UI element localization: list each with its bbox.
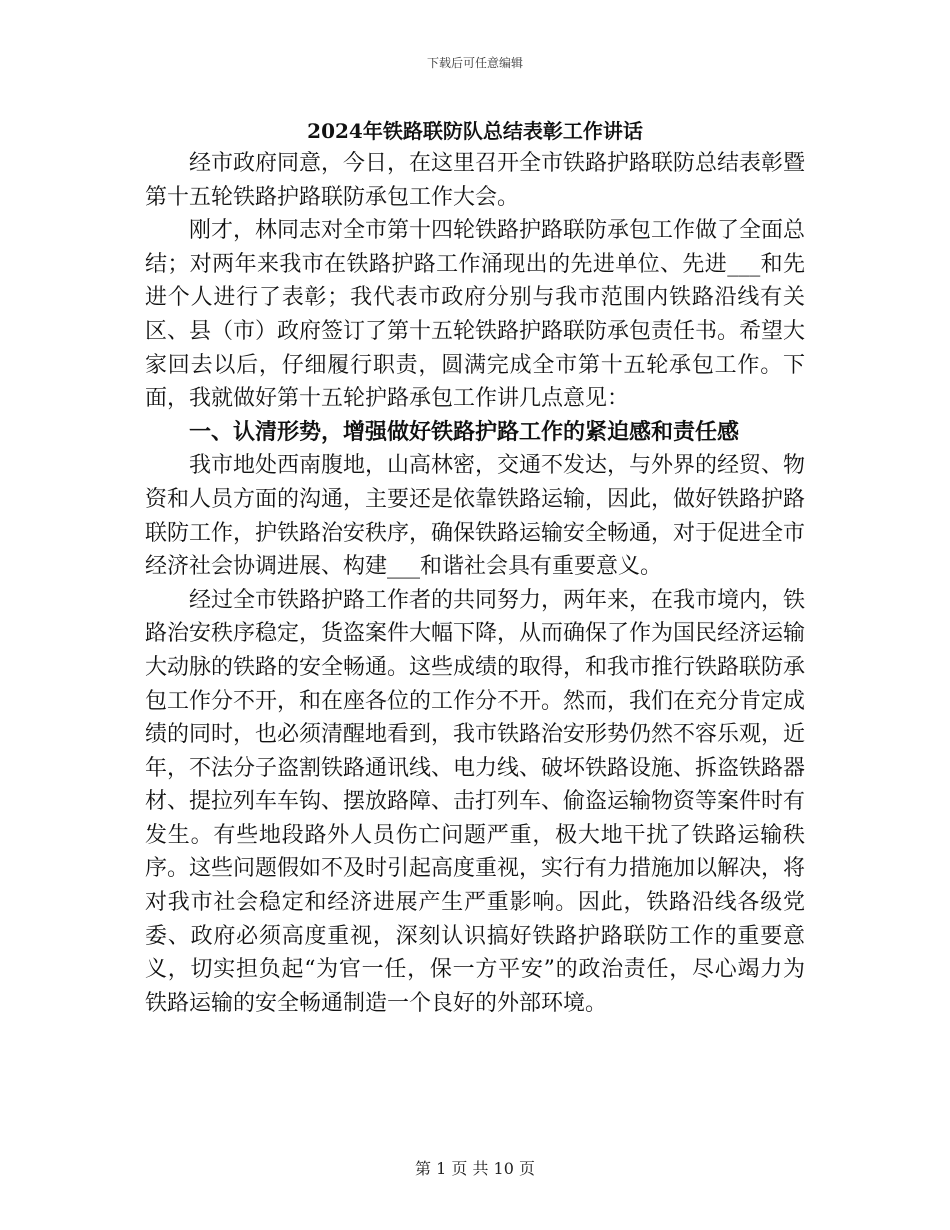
section-heading-1: 一、认清形势，增强做好铁路护路工作的紧迫感和责任感	[189, 418, 740, 445]
page-footer: 第 1 页 共 10 页	[415, 1159, 535, 1178]
paragraph-summary: 刚才，林同志对全市第十四轮铁路护路联防承包工作做了全面总结；对两年来我市在铁路护路工作涌现出的先进单位、先进___和先进个人进行了表彰；我代表市政府分别与我市范围内铁路沿线有关区、县（市）政府签订了第十五轮铁路护路联防承包责任书。希望大家回去以后，仔细履行职责，圆满完成全市第十五轮承包工作。下面，我就做好第十五轮护路承包工作讲几点意见：	[145, 218, 806, 412]
document-body	[145, 147, 805, 1020]
paragraph-situation: 我市地处西南腹地，山高林密，交通不发达，与外界的经贸、物资和人员方面的沟通，主要还是依靠铁路运输，因此，做好铁路护路联防工作，护铁路治安秩序，确保铁路运输安全畅通，对于促进全市经济社会协调进展、构建___和谐社会具有重要意义。	[145, 453, 806, 580]
header-note: 下载后可任意编辑	[426, 56, 523, 70]
paragraph-achievements: 经过全市铁路护路工作者的共同努力，两年来，在我市境内，铁路治安秩序稳定，货盗案件大幅下降，从而确保了作为国民经济运输大动脉的铁路的安全畅通。这些成绩的取得，和我市推行铁路联防承包工作分不开，和在座各位的工作分不开。然而，我们在充分肯定成绩的同时，也必须清醒地看到，我市铁路治安形势仍然不容乐观，近年，不法分子盗割铁路通讯线、电力线、破坏铁路设施、拆盗铁路器材、提拉列车车钩、摆放路障、击打列车、偷盗运输物资等案件时有发生。有些地段路外人员伤亡问题严重，极大地干扰了铁路运输秩序。这些问题假如不及时引起高度重视，实行有力措施加以解决，将对我市社会稳定和经济进展产生严重影响。因此，铁路沿线各级党委、政府必须高度重视，深刻认识搞好铁路护路联防工作的重要意义，切实担负起“为官一任，保一方平安”的政治责任，尽心竭力为铁路运输的安全畅通制造一个良好的外部环境。	[145, 587, 806, 1016]
page-title: 2024年铁路联防队总结表彰工作讲话	[307, 119, 643, 143]
paragraph-intro: 经市政府同意，今日，在这里召开全市铁路护路联防总结表彰暨第十五轮铁路护路联防承包工作大会。	[145, 151, 806, 210]
